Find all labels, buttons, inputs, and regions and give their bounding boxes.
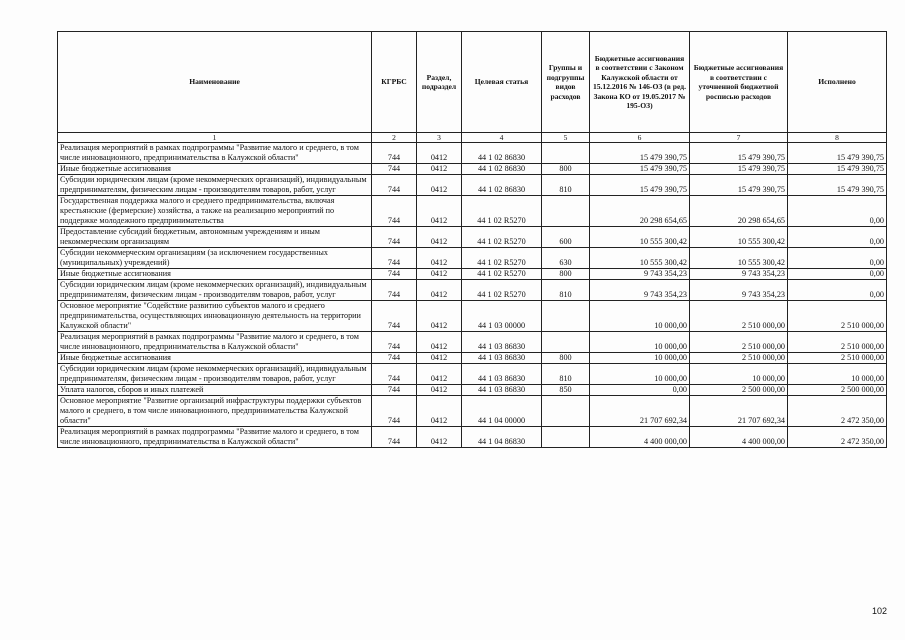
row-target: 44 1 03 86830 — [462, 364, 542, 385]
row-law-amount: 10 000,00 — [590, 353, 690, 364]
row-executed-amount: 2 510 000,00 — [788, 301, 887, 332]
row-target: 44 1 02 86830 — [462, 164, 542, 175]
table-row — [58, 269, 887, 280]
row-refined-amount: 9 743 354,23 — [690, 269, 788, 280]
row-refined-amount: 10 555 300,42 — [690, 248, 788, 269]
row-executed-amount: 2 510 000,00 — [788, 353, 887, 364]
table-row — [58, 196, 887, 227]
table-row — [58, 175, 887, 196]
row-target: 44 1 02 R5270 — [462, 280, 542, 301]
col-number: 5 — [542, 133, 590, 143]
row-executed-amount: 2 500 000,00 — [788, 385, 887, 396]
row-section: 0412 — [417, 396, 462, 427]
row-executed-amount: 2 472 350,00 — [788, 427, 887, 448]
row-refined-amount: 2 500 000,00 — [690, 385, 788, 396]
row-name: Реализация мероприятий в рамках подпрограммы "Развитие малого и среднего, в том числе инновационного, предпринимательства в Калужской области" — [58, 427, 372, 448]
col-number: 8 — [788, 133, 887, 143]
column-number-row — [58, 133, 887, 143]
row-law-amount: 10 555 300,42 — [590, 227, 690, 248]
header-groups: Группы и подгруппы видов расходов — [542, 32, 590, 133]
row-refined-amount: 2 510 000,00 — [690, 353, 788, 364]
row-name: Субсидии юридическим лицам (кроме некоммерческих организаций), индивидуальным предпринимателям, физическим лицам - производителям товаров, работ, услуг — [58, 175, 372, 196]
row-law-amount: 10 555 300,42 — [590, 248, 690, 269]
row-section: 0412 — [417, 143, 462, 164]
row-group: 800 — [542, 353, 590, 364]
row-refined-amount: 4 400 000,00 — [690, 427, 788, 448]
row-law-amount: 4 400 000,00 — [590, 427, 690, 448]
row-name: Субсидии юридическим лицам (кроме некоммерческих организаций), индивидуальным предпринимателям, физическим лицам - производителям товаров, работ, услуг — [58, 280, 372, 301]
row-kgrbs: 744 — [372, 280, 417, 301]
row-refined-amount: 15 479 390,75 — [690, 164, 788, 175]
row-executed-amount: 10 000,00 — [788, 364, 887, 385]
row-section: 0412 — [417, 269, 462, 280]
row-kgrbs: 744 — [372, 248, 417, 269]
table-row — [58, 248, 887, 269]
row-target: 44 1 02 R5270 — [462, 227, 542, 248]
col-number: 2 — [372, 133, 417, 143]
row-law-amount: 10 000,00 — [590, 364, 690, 385]
row-name: Предоставление субсидий бюджетным, автономным учреждениям и иным некоммерческим организациям — [58, 227, 372, 248]
table-row — [58, 427, 887, 448]
row-law-amount: 15 479 390,75 — [590, 175, 690, 196]
row-executed-amount: 15 479 390,75 — [788, 143, 887, 164]
header-section: Раздел, подраздел — [417, 32, 462, 133]
row-target: 44 1 03 00000 — [462, 301, 542, 332]
row-group — [542, 143, 590, 164]
table-row — [58, 396, 887, 427]
row-law-amount: 9 743 354,23 — [590, 269, 690, 280]
table-row — [58, 332, 887, 353]
row-target: 44 1 04 86830 — [462, 427, 542, 448]
row-name: Субсидии некоммерческим организациям (за исключением государственных (муниципальных) учреждений) — [58, 248, 372, 269]
table-row — [58, 227, 887, 248]
row-kgrbs: 744 — [372, 175, 417, 196]
row-name: Уплата налогов, сборов и иных платежей — [58, 385, 372, 396]
row-target: 44 1 02 R5270 — [462, 269, 542, 280]
row-law-amount: 15 479 390,75 — [590, 164, 690, 175]
row-executed-amount: 15 479 390,75 — [788, 164, 887, 175]
row-target: 44 1 02 R5270 — [462, 196, 542, 227]
row-group: 600 — [542, 227, 590, 248]
row-section: 0412 — [417, 248, 462, 269]
row-kgrbs: 744 — [372, 353, 417, 364]
row-refined-amount: 10 555 300,42 — [690, 227, 788, 248]
header-refined-allocations: Бюджетные ассигнования в соответствии с уточненной бюджетной росписью расходов — [690, 32, 788, 133]
header-name: Наименование — [58, 32, 372, 133]
row-kgrbs: 744 — [372, 364, 417, 385]
row-section: 0412 — [417, 427, 462, 448]
row-kgrbs: 744 — [372, 385, 417, 396]
row-kgrbs: 744 — [372, 301, 417, 332]
header-law-allocations: Бюджетные ассигнования в соответствии с Законом Калужской области от 15.12.2016 № 146-ОЗ (в ред. Закона КО от 19.05.2017 № 195-ОЗ) — [590, 32, 690, 133]
row-name: Иные бюджетные ассигнования — [58, 269, 372, 280]
row-kgrbs: 744 — [372, 269, 417, 280]
row-name: Иные бюджетные ассигнования — [58, 164, 372, 175]
row-executed-amount: 0,00 — [788, 280, 887, 301]
row-section: 0412 — [417, 332, 462, 353]
row-section: 0412 — [417, 353, 462, 364]
row-refined-amount: 2 510 000,00 — [690, 301, 788, 332]
header-executed: Исполнено — [788, 32, 887, 133]
row-group — [542, 396, 590, 427]
row-section: 0412 — [417, 364, 462, 385]
row-law-amount: 20 298 654,65 — [590, 196, 690, 227]
row-law-amount: 15 479 390,75 — [590, 143, 690, 164]
table-body — [58, 143, 887, 448]
row-name: Основное мероприятие "Содействие развитию субъектов малого и среднего предпринимательства, осуществляющих инновационную деятельность на территории Калужской области" — [58, 301, 372, 332]
row-kgrbs: 744 — [372, 227, 417, 248]
row-target: 44 1 03 86830 — [462, 353, 542, 364]
row-refined-amount: 20 298 654,65 — [690, 196, 788, 227]
row-name: Иные бюджетные ассигнования — [58, 353, 372, 364]
row-executed-amount: 0,00 — [788, 248, 887, 269]
table-row — [58, 385, 887, 396]
row-group — [542, 196, 590, 227]
row-name: Реализация мероприятий в рамках подпрограммы "Развитие малого и среднего, в том числе инновационного, предпринимательства в Калужской области" — [58, 143, 372, 164]
row-law-amount: 0,00 — [590, 385, 690, 396]
row-group — [542, 332, 590, 353]
row-section: 0412 — [417, 196, 462, 227]
row-target: 44 1 02 86830 — [462, 175, 542, 196]
row-executed-amount: 2 472 350,00 — [788, 396, 887, 427]
header-kgrbs: КГРБС — [372, 32, 417, 133]
col-number: 7 — [690, 133, 788, 143]
row-group: 800 — [542, 269, 590, 280]
row-refined-amount: 15 479 390,75 — [690, 143, 788, 164]
row-refined-amount: 2 510 000,00 — [690, 332, 788, 353]
col-number: 3 — [417, 133, 462, 143]
row-kgrbs: 744 — [372, 427, 417, 448]
row-executed-amount: 15 479 390,75 — [788, 175, 887, 196]
row-section: 0412 — [417, 385, 462, 396]
row-refined-amount: 9 743 354,23 — [690, 280, 788, 301]
table-row — [58, 301, 887, 332]
row-group: 810 — [542, 175, 590, 196]
row-executed-amount: 0,00 — [788, 196, 887, 227]
table-row — [58, 164, 887, 175]
row-group: 810 — [542, 280, 590, 301]
row-target: 44 1 03 86830 — [462, 332, 542, 353]
budget-table — [57, 31, 887, 448]
row-name: Государственная поддержка малого и среднего предпринимательства, включая крестьянские (фермерские) хозяйства, а также на реализацию мероприятий по поддержке молодежного предпринимательства — [58, 196, 372, 227]
row-group: 800 — [542, 164, 590, 175]
row-law-amount: 10 000,00 — [590, 301, 690, 332]
row-section: 0412 — [417, 227, 462, 248]
row-group — [542, 301, 590, 332]
col-number: 6 — [590, 133, 690, 143]
row-law-amount: 9 743 354,23 — [590, 280, 690, 301]
table-header-row — [58, 32, 887, 133]
table-row — [58, 353, 887, 364]
row-name: Субсидии юридическим лицам (кроме некоммерческих организаций), индивидуальным предпринимателям, физическим лицам - производителям товаров, работ, услуг — [58, 364, 372, 385]
row-kgrbs: 744 — [372, 143, 417, 164]
row-law-amount: 10 000,00 — [590, 332, 690, 353]
col-number: 4 — [462, 133, 542, 143]
header-target: Целевая статья — [462, 32, 542, 133]
col-number: 1 — [58, 133, 372, 143]
row-target: 44 1 02 86830 — [462, 143, 542, 164]
row-target: 44 1 03 86830 — [462, 385, 542, 396]
page-number: 102 — [871, 606, 887, 616]
row-name: Основное мероприятие "Развитие организаций инфраструктуры поддержки субъектов малого и среднего, в том числе инновационного, предпринимательства Калужской области" — [58, 396, 372, 427]
row-group — [542, 427, 590, 448]
row-target: 44 1 04 00000 — [462, 396, 542, 427]
table-row — [58, 143, 887, 164]
row-name: Реализация мероприятий в рамках подпрограммы "Развитие малого и среднего, в том числе инновационного, предпринимательства в Калужской области" — [58, 332, 372, 353]
row-law-amount: 21 707 692,34 — [590, 396, 690, 427]
row-section: 0412 — [417, 280, 462, 301]
row-kgrbs: 744 — [372, 196, 417, 227]
row-refined-amount: 15 479 390,75 — [690, 175, 788, 196]
row-section: 0412 — [417, 175, 462, 196]
row-section: 0412 — [417, 301, 462, 332]
row-executed-amount: 2 510 000,00 — [788, 332, 887, 353]
table-row — [58, 280, 887, 301]
row-group: 630 — [542, 248, 590, 269]
row-section: 0412 — [417, 164, 462, 175]
row-group: 810 — [542, 364, 590, 385]
row-kgrbs: 744 — [372, 164, 417, 175]
row-kgrbs: 744 — [372, 396, 417, 427]
row-refined-amount: 21 707 692,34 — [690, 396, 788, 427]
row-target: 44 1 02 R5270 — [462, 248, 542, 269]
row-executed-amount: 0,00 — [788, 269, 887, 280]
row-refined-amount: 10 000,00 — [690, 364, 788, 385]
row-group: 850 — [542, 385, 590, 396]
row-executed-amount: 0,00 — [788, 227, 887, 248]
table-row — [58, 364, 887, 385]
row-kgrbs: 744 — [372, 332, 417, 353]
